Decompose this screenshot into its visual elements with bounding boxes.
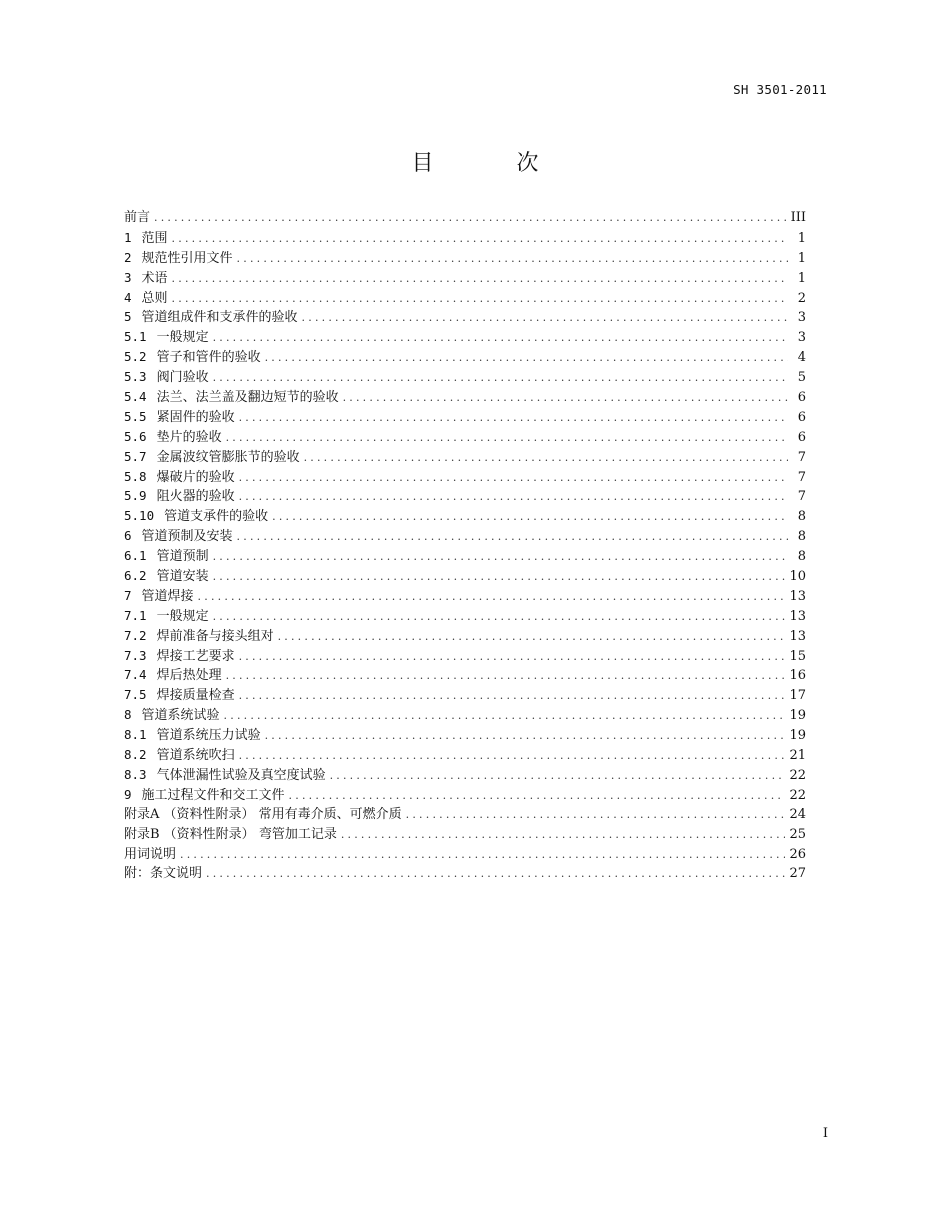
toc-leader-dots [289, 786, 786, 806]
standard-code: SH 3501-2011 [733, 82, 827, 97]
toc-entry-title [124, 526, 237, 547]
toc-entry-number: 2 [124, 249, 132, 265]
toc-entry[interactable] [124, 248, 806, 268]
toc-entry[interactable] [124, 447, 806, 467]
table-of-contents [124, 208, 806, 884]
toc-entry-label: 管道预制 [156, 549, 209, 565]
toc-entry-page: 13 [789, 588, 806, 604]
toc-entry-number: 5.9 [124, 488, 147, 504]
toc-entry-number: 8.1 [124, 727, 147, 743]
toc-entry-title [124, 506, 272, 527]
toc-entry-page: 1 [797, 250, 806, 266]
toc-leader-dots [265, 348, 788, 368]
toc-entry-label: 管道系统试验 [141, 708, 220, 724]
toc-entry-title [124, 845, 180, 865]
toc-entry-page: 5 [797, 370, 806, 386]
toc-entry-page: 22 [789, 787, 806, 803]
toc-leader-dots [265, 726, 786, 746]
toc-entry-title [124, 407, 239, 428]
toc-leader-dots [172, 229, 788, 249]
toc-entry-number: 5.4 [124, 389, 147, 405]
toc-entry-title [124, 685, 239, 706]
toc-entry[interactable] [124, 646, 806, 666]
toc-leader-dots [213, 547, 788, 567]
toc-entry-page: 4 [797, 350, 806, 366]
toc-entry-label: 垫片的验收 [156, 429, 222, 445]
toc-leader-dots [341, 825, 786, 845]
toc-entry-number: 8 [124, 707, 132, 723]
toc-entry-number: 8.2 [124, 747, 147, 763]
toc-entry[interactable] [124, 427, 806, 447]
toc-entry-title [124, 268, 172, 289]
toc-leader-dots [206, 864, 785, 884]
toc-entry-title [124, 745, 239, 766]
toc-entry-label: 管子和管件的验收 [156, 350, 261, 366]
toc-entry[interactable] [124, 825, 806, 845]
toc-entry[interactable] [124, 665, 806, 685]
toc-entry-label: 施工过程文件和交工文件 [141, 787, 285, 803]
toc-entry-label: 紧固件的验收 [156, 409, 235, 425]
toc-entry-number: 7.5 [124, 687, 147, 703]
toc-entry-label: 气体泄漏性试验及真空度试验 [156, 767, 326, 783]
toc-entry-number: 5 [124, 309, 132, 325]
toc-entry-label: 焊接质量检查 [156, 688, 235, 704]
toc-entry-label: 法兰、法兰盖及翻边短节的验收 [156, 390, 339, 406]
toc-entry-number: 5.2 [124, 349, 147, 365]
toc-entry-label: 范围 [141, 230, 168, 246]
toc-entry[interactable] [124, 327, 806, 347]
toc-entry-page: 1 [797, 230, 806, 246]
toc-entry[interactable] [124, 606, 806, 626]
toc-entry-number: 4 [124, 289, 132, 305]
toc-entry-label: 阀门验收 [156, 370, 209, 386]
toc-leader-dots [180, 845, 785, 865]
toc-entry-number: 5.8 [124, 468, 147, 484]
toc-leader-dots [226, 666, 786, 686]
toc-entry-title [124, 288, 172, 309]
toc-entry-number: 5.1 [124, 329, 147, 345]
toc-entry[interactable] [124, 288, 806, 308]
toc-entry-number: 7.2 [124, 627, 147, 643]
toc-entry-title [124, 646, 239, 667]
toc-entry-title [124, 367, 213, 388]
toc-leader-dots [198, 587, 786, 607]
toc-entry-label: 阻火器的验收 [156, 489, 235, 505]
toc-entry[interactable] [124, 725, 806, 745]
toc-entry-page: 21 [789, 748, 806, 764]
toc-entry-page: 8 [797, 529, 806, 545]
toc-entry-label: 总则 [141, 290, 168, 306]
toc-entry-page: 24 [789, 806, 806, 822]
toc-leader-dots [239, 686, 786, 706]
toc-entry[interactable] [124, 685, 806, 705]
toc-entry-page: 7 [797, 489, 806, 505]
toc-entry-title [124, 665, 226, 686]
toc-leader-dots [343, 388, 788, 408]
toc-entry-number: 7.3 [124, 647, 147, 663]
toc-entry-label: 焊接工艺要求 [156, 648, 235, 664]
toc-entry-title [124, 705, 224, 726]
toc-entry-page: 13 [789, 628, 806, 644]
toc-entry[interactable] [124, 228, 806, 248]
toc-leader-dots [213, 368, 788, 388]
toc-entry[interactable] [124, 367, 806, 387]
toc-entry-label: 一般规定 [156, 330, 209, 346]
toc-title: 目 次 [411, 151, 577, 176]
toc-entry-page: III [790, 210, 806, 225]
toc-entry[interactable] [124, 467, 806, 487]
toc-leader-dots [304, 448, 788, 468]
toc-leader-dots [239, 468, 788, 488]
toc-entry-title [124, 307, 302, 328]
toc-entry-page: 8 [797, 549, 806, 565]
toc-entry-label: 管道系统吹扫 [156, 748, 235, 764]
toc-entry-number: 3 [124, 269, 132, 285]
toc-entry-title [124, 327, 213, 348]
toc-entry-title [124, 785, 289, 806]
toc-entry-page: 3 [797, 330, 806, 346]
toc-entry-page: 10 [789, 569, 806, 585]
toc-entry[interactable] [124, 785, 806, 805]
toc-entry-page: 2 [797, 290, 806, 306]
toc-entry[interactable] [124, 765, 806, 785]
toc-entry-label: 爆破片的验收 [156, 469, 235, 485]
toc-entry-label: 附：条文说明 [124, 866, 203, 882]
toc-entry-label: 用词说明 [124, 846, 177, 862]
toc-entry-page: 3 [797, 310, 806, 326]
toc-entry-page: 6 [797, 429, 806, 445]
toc-entry-label: 管道组成件和支承件的验收 [141, 310, 298, 326]
toc-entry[interactable] [124, 506, 806, 526]
toc-entry-title [124, 467, 239, 488]
toc-entry-label: 附录B （资料性附录） 弯管加工记录 [124, 826, 337, 842]
toc-entry-title [124, 586, 198, 607]
toc-entry-page: 19 [789, 708, 806, 724]
toc-entry-title [124, 347, 265, 368]
toc-entry-label: 管道焊接 [141, 588, 194, 604]
toc-entry-page: 26 [789, 846, 806, 862]
toc-entry-label: 规范性引用文件 [141, 250, 233, 266]
toc-entry-number: 5.6 [124, 428, 147, 444]
toc-leader-dots [172, 269, 788, 289]
toc-entry-title [124, 486, 239, 507]
toc-entry-number: 6.1 [124, 548, 147, 564]
toc-leader-dots [239, 487, 788, 507]
toc-entry-number: 5.3 [124, 369, 147, 385]
toc-entry-title [124, 765, 330, 786]
toc-entry[interactable] [124, 745, 806, 765]
toc-entry-number: 8.3 [124, 766, 147, 782]
toc-entry[interactable] [124, 566, 806, 586]
toc-entry-page: 6 [797, 409, 806, 425]
toc-entry[interactable] [124, 805, 806, 825]
toc-entry-page: 8 [797, 509, 806, 525]
toc-entry[interactable] [124, 486, 806, 506]
toc-entry-title [124, 805, 406, 825]
toc-entry-title [124, 387, 343, 408]
toc-leader-dots [213, 328, 788, 348]
toc-leader-dots [172, 289, 788, 309]
toc-leader-dots [406, 805, 786, 825]
toc-entry-number: 9 [124, 786, 132, 802]
toc-entry-label: 术语 [141, 270, 168, 286]
toc-leader-dots [226, 428, 788, 448]
toc-entry[interactable] [124, 307, 806, 327]
toc-entry-label: 管道系统压力试验 [156, 728, 261, 744]
toc-entry-page: 7 [797, 469, 806, 485]
toc-entry-title [124, 447, 304, 468]
toc-entry[interactable] [124, 705, 806, 725]
toc-entry-number: 5.5 [124, 408, 147, 424]
toc-entry-page: 1 [797, 270, 806, 286]
toc-entry-page: 7 [797, 449, 806, 465]
toc-entry[interactable] [124, 586, 806, 606]
toc-entry-title [124, 566, 213, 587]
toc-entry-label: 管道安装 [156, 569, 209, 585]
toc-entry-label: 焊后热处理 [156, 668, 222, 684]
toc-entry-number: 5.10 [124, 508, 155, 524]
toc-leader-dots [330, 766, 786, 786]
toc-entry-page: 16 [789, 668, 806, 684]
toc-entry-number: 5.7 [124, 448, 147, 464]
toc-entry-title [124, 208, 154, 228]
toc-entry-page: 6 [797, 390, 806, 406]
toc-entry-title [124, 228, 172, 249]
toc-leader-dots [213, 567, 786, 587]
toc-entry-page: 19 [789, 728, 806, 744]
toc-entry-page: 17 [789, 688, 806, 704]
toc-entry-title [124, 825, 341, 845]
toc-entry-page: 22 [789, 767, 806, 783]
toc-entry-label: 管道支承件的验收 [164, 509, 269, 525]
toc-entry[interactable] [124, 268, 806, 288]
toc-leader-dots [154, 208, 787, 228]
toc-leader-dots [239, 746, 786, 766]
toc-entry-label: 焊前准备与接头组对 [156, 628, 274, 644]
toc-entry-number: 1 [124, 229, 132, 245]
toc-entry-title [124, 626, 278, 647]
toc-entry-page: 25 [789, 826, 806, 842]
toc-entry-label: 附录A （资料性附录） 常用有毒介质、可燃介质 [124, 806, 402, 822]
toc-entry[interactable] [124, 526, 806, 546]
toc-entry-page: 27 [789, 866, 806, 882]
toc-entry-title [124, 864, 206, 884]
toc-leader-dots [224, 706, 786, 726]
toc-entry-page: 15 [789, 648, 806, 664]
toc-entry-title [124, 725, 265, 746]
toc-leader-dots [272, 507, 788, 527]
toc-entry-number: 7.4 [124, 667, 147, 683]
toc-leader-dots [278, 627, 786, 647]
toc-entry-label: 前言 [124, 210, 151, 225]
toc-entry-number: 6 [124, 528, 132, 544]
toc-entry-page: 13 [789, 608, 806, 624]
toc-entry-title [124, 606, 213, 627]
toc-entry-label: 一般规定 [156, 608, 209, 624]
toc-entry-number: 6.2 [124, 568, 147, 584]
toc-entry-title [124, 546, 213, 567]
toc-leader-dots [302, 308, 788, 328]
toc-entry[interactable] [124, 387, 806, 407]
toc-entry-number: 7.1 [124, 607, 147, 623]
toc-leader-dots [213, 607, 786, 627]
toc-entry-title [124, 248, 237, 269]
toc-entry[interactable] [124, 208, 806, 228]
toc-entry-label: 管道预制及安装 [141, 529, 233, 545]
toc-leader-dots [239, 647, 786, 667]
toc-entry[interactable] [124, 546, 806, 566]
page-number: I [822, 1126, 828, 1141]
toc-entry[interactable] [124, 864, 806, 884]
toc-entry[interactable] [124, 626, 806, 646]
toc-entry[interactable] [124, 407, 806, 427]
toc-entry-title [124, 427, 226, 448]
toc-leader-dots [237, 249, 788, 269]
toc-leader-dots [239, 408, 788, 428]
toc-entry-label: 金属波纹管膨胀节的验收 [156, 449, 300, 465]
toc-leader-dots [237, 527, 788, 547]
toc-entry[interactable] [124, 347, 806, 367]
toc-entry-number: 7 [124, 587, 132, 603]
toc-entry[interactable] [124, 845, 806, 865]
